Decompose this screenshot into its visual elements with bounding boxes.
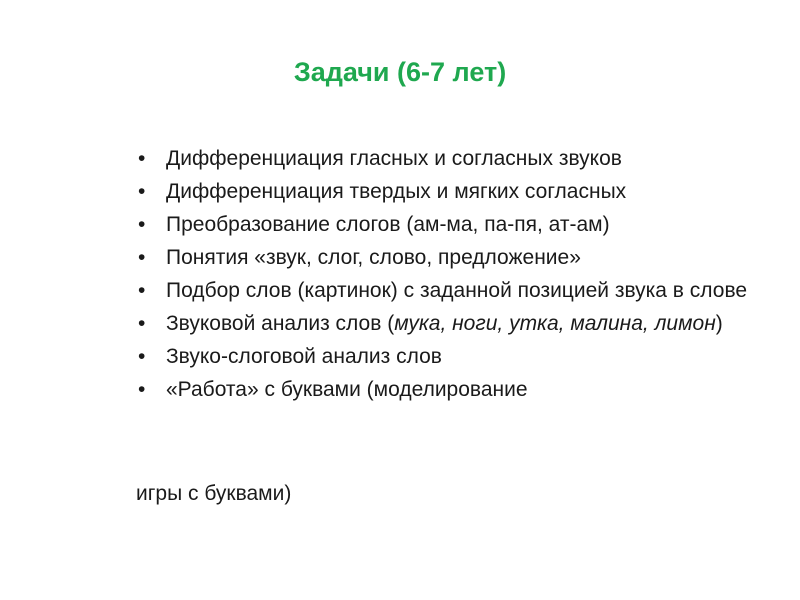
list-item <box>136 146 756 172</box>
list-item-examples: мука, ноги, утка, малина, лимон <box>394 312 716 335</box>
list-item <box>136 245 756 271</box>
bullet-icon: • <box>138 378 146 401</box>
list-item-text: Преобразование слогов (ам-ма, па-пя, ат-ам) <box>166 213 610 236</box>
list-item-text: Подбор слов (картинок) с заданной позицией звука в слове <box>166 279 748 302</box>
list-item-text: «Работа» с буквами (моделирование <box>166 378 528 401</box>
list-item <box>136 344 756 370</box>
bullet-icon: • <box>138 213 146 236</box>
bullet-icon: • <box>138 279 146 302</box>
list-item <box>136 179 756 205</box>
bullet-icon: • <box>138 345 146 368</box>
list-item-text: Понятия «звук, слог, слово, предложение» <box>166 246 581 269</box>
trailing-text: игры с буквами) <box>136 482 292 505</box>
task-list <box>136 146 756 410</box>
bullet-icon: • <box>138 147 146 170</box>
bullet-icon: • <box>138 246 146 269</box>
list-item <box>136 377 756 403</box>
slide-title: Задачи (6-7 лет) <box>293 57 507 87</box>
bullet-icon: • <box>138 312 146 335</box>
list-item-text-prefix: Звуковой анализ слов ( <box>166 312 395 335</box>
list-item-text: Звуко-слоговой анализ слов <box>166 345 442 368</box>
bullet-icon: • <box>138 180 146 203</box>
list-item-text: Дифференциация гласных и согласных звуков <box>166 147 622 170</box>
list-item <box>136 212 756 238</box>
list-item <box>136 278 756 304</box>
list-item-text: Дифференциация твердых и мягких согласных <box>166 180 627 203</box>
list-item-text-suffix: ) <box>715 312 723 335</box>
list-item <box>136 311 756 337</box>
